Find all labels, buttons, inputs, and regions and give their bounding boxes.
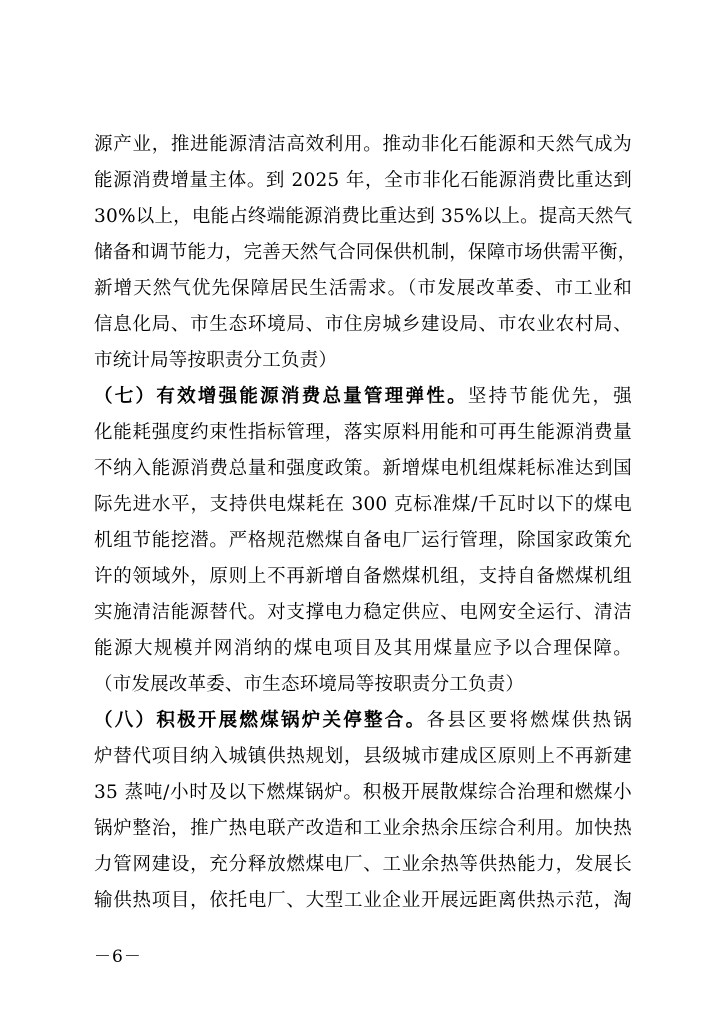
text-line (94, 667, 632, 703)
line-text: 各县区要将燃煤供热锅 (426, 710, 632, 731)
text-line (94, 631, 632, 667)
line-text: 机组节能挖潜。严格规范燃煤自备电厂运行管理，除国家政策允 (94, 530, 632, 551)
text-line (94, 523, 632, 559)
page-number: －6－ (94, 947, 142, 967)
line-text: 输供热项目，依托电厂、大型工业企业开展远距离供热示范，淘 (94, 890, 632, 911)
text-line (94, 451, 632, 487)
text-line (94, 235, 637, 271)
line-text: 不纳入能源消费总量和强度政策。新增煤电机组煤耗标准达到国 (94, 458, 632, 479)
line-text: 锅炉整治，推广热电联产改造和工业余热余压综合利用。加快热 (94, 818, 632, 839)
body-text (94, 127, 637, 919)
section-heading: （七）有效增强能源消费总量管理弹性。 (94, 386, 468, 407)
line-text: 储备和调节能力，完善天然气合同保供机制，保障市场供需平衡， (94, 242, 637, 263)
text-line (94, 559, 632, 595)
line-text: 许的领域外，原则上不再新增自备燃煤机组，支持自备燃煤机组 (94, 566, 632, 587)
text-line (94, 487, 632, 523)
line-text: 30%以上，电能占终端能源消费比重达到 35%以上。提高天然气 (94, 206, 633, 227)
section-heading: （八）积极开展燃煤锅炉关停整合。 (94, 710, 427, 731)
line-text: 力管网建设，充分释放燃煤电厂、工业余热等供热能力，发展长 (94, 854, 632, 875)
line-text: 新增天然气优先保障居民生活需求。（市发展改革委、市工业和 (94, 278, 632, 299)
line-text: （市发展改革委、市生态环境局等按职责分工负责） (94, 674, 525, 695)
line-text: 能源大规模并网消纳的煤电项目及其用煤量应予以合理保障。 (94, 638, 632, 659)
text-line (94, 163, 632, 199)
text-line (94, 379, 632, 415)
text-line (94, 847, 632, 883)
text-line (94, 811, 632, 847)
text-line (94, 343, 632, 379)
line-text: 35 蒸吨/小时及以下燃煤锅炉。积极开展散煤综合治理和燃煤小 (94, 782, 632, 803)
line-text: 实施清洁能源替代。对支撑电力稳定供应、电网安全运行、清洁 (94, 602, 632, 623)
line-text: 坚持节能优先，强 (467, 386, 632, 407)
text-line (94, 703, 632, 739)
text-line (94, 415, 632, 451)
text-line (94, 883, 632, 919)
line-text: 炉替代项目纳入城镇供热规划，县级城市建成区原则上不再新建 (94, 746, 632, 767)
line-text: 际先进水平，支持供电煤耗在 300 克标准煤/千瓦时以下的煤电 (94, 494, 632, 515)
line-text: 源产业，推进能源清洁高效利用。推动非化石能源和天然气成为 (94, 134, 632, 155)
text-line (94, 199, 632, 235)
text-line (94, 739, 632, 775)
line-text: 化能耗强度约束性指标管理，落实原料用能和可再生能源消费量 (94, 422, 632, 443)
line-text: 信息化局、市生态环境局、市住房城乡建设局、市农业农村局、 (94, 314, 632, 335)
text-line (94, 307, 632, 343)
line-text: 能源消费增量主体。到 2025 年，全市非化石能源消费比重达到 (94, 170, 632, 191)
text-line (94, 775, 632, 811)
line-text: 市统计局等按职责分工负责） (94, 350, 338, 371)
text-line (94, 595, 632, 631)
text-line (94, 271, 632, 307)
text-line (94, 127, 632, 163)
